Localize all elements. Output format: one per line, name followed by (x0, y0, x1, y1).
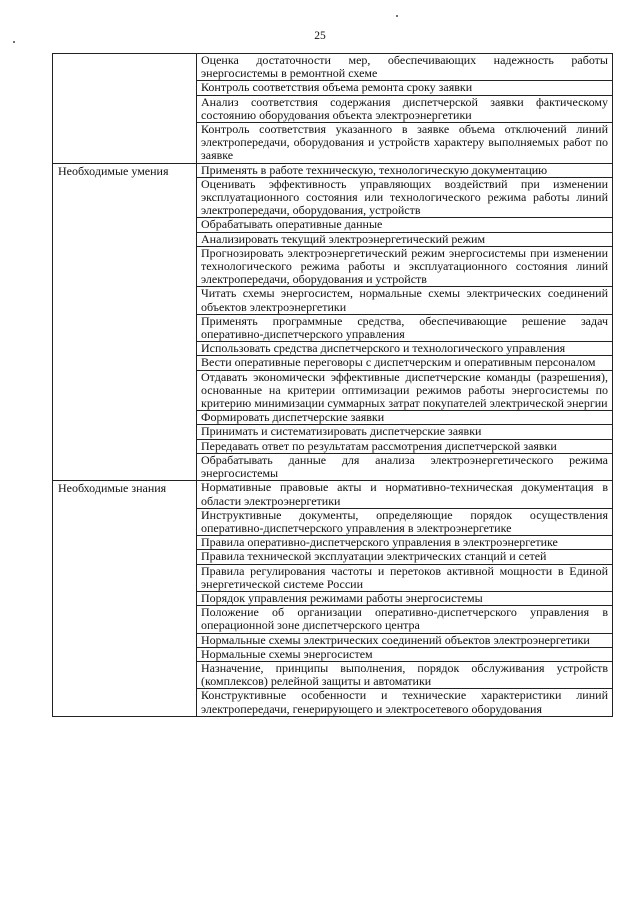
section-label: Необходимые знания (53, 481, 197, 716)
table-cell-item: Правила технической эксплуатации электрических станций и сетей (197, 550, 613, 564)
table-cell-item: Оценивать эффективность управляющих воздействий при изменении эксплуатационного состояния или технологического режима работы линий электропередачи, оборудования, устройств (197, 177, 613, 218)
table-cell-item: Применять программные средства, обеспечивающие решение задач оперативно-диспетчерского управления (197, 314, 613, 341)
table-row (53, 163, 613, 177)
competency-table-body (53, 54, 613, 717)
table-cell-item: Порядок управления режимами работы энергосистемы (197, 591, 613, 605)
table-cell-item: Нормальные схемы электрических соединений объектов электроэнергетики (197, 633, 613, 647)
table-cell-item: Конструктивные особенности и технические характеристики линий электропередачи, генерирующего и электросетевого оборудования (197, 689, 613, 716)
table-cell-item: Читать схемы энергосистем, нормальные схемы электрических соединений объектов электроэнергетики (197, 287, 613, 314)
table-cell-item: Правила регулирования частоты и перетоков активной мощности в Единой энергетической системе России (197, 564, 613, 591)
table-cell-item: Инструктивные документы, определяющие порядок осуществления оперативно-диспетчерского управления в электроэнергетике (197, 508, 613, 535)
table-cell-item: Нормативные правовые акты и нормативно-техническая документация в области электроэнергетики (197, 481, 613, 508)
table-cell-item: Положение об организации оперативно-диспетчерского управления в операционной зоне диспетчерского центра (197, 606, 613, 633)
table-cell-item: Обрабатывать оперативные данные (197, 218, 613, 232)
table-cell-item: Применять в работе техническую, технологическую документацию (197, 163, 613, 177)
scan-speck (13, 41, 15, 43)
section-label: Необходимые умения (53, 163, 197, 481)
table-cell-item: Принимать и систематизировать диспетчерские заявки (197, 425, 613, 439)
table-cell-item: Анализировать текущий электроэнергетический режим (197, 232, 613, 246)
scan-speck (396, 15, 398, 17)
table-cell-item: Назначение, принципы выполнения, порядок обслуживания устройств (комплексов) релейной защиты и автоматики (197, 661, 613, 688)
table-cell-item: Правила оперативно-диспетчерского управления в электроэнергетике (197, 536, 613, 550)
table-cell-item: Вести оперативные переговоры с диспетчерским и оперативным персоналом (197, 356, 613, 370)
table-cell-item: Нормальные схемы энергосистем (197, 647, 613, 661)
table-cell-item: Передавать ответ по результатам рассмотрения диспетчерской заявки (197, 439, 613, 453)
table-row (53, 54, 613, 81)
table-cell-item: Отдавать экономически эффективные диспетчерские команды (разрешения), основанные на критерии оптимизации режимов работы энергосистемы по критерию минимизации суммарных затрат покупателей электрической энергии (197, 370, 613, 411)
table-cell-item: Обрабатывать данные для анализа электроэнергетического режима энергосистемы (197, 453, 613, 480)
table-cell-item: Контроль соответствия указанного в заявке объема отключений линий электропередачи, оборудования и устройств характеру выполняемых работ по заявке (197, 123, 613, 164)
table-row (53, 481, 613, 508)
table-cell-item: Использовать средства диспетчерского и технологического управления (197, 342, 613, 356)
table-cell-item: Анализ соответствия содержания диспетчерской заявки фактическому состоянию оборудования объекта электроэнергетики (197, 95, 613, 122)
page-number: 25 (314, 30, 326, 42)
competency-table (52, 53, 613, 717)
table-cell-item: Контроль соответствия объема ремонта сроку заявки (197, 81, 613, 95)
table-cell-item: Прогнозировать электроэнергетический режим энергосистемы при изменении технологического режима работы и эксплуатационного состояния линий электропередачи, оборудования и устройств (197, 246, 613, 287)
table-cell-item: Формировать диспетчерские заявки (197, 411, 613, 425)
table-cell-item: Оценка достаточности мер, обеспечивающих надежность работы энергосистемы в ремонтной схеме (197, 54, 613, 81)
section-label (53, 54, 197, 164)
